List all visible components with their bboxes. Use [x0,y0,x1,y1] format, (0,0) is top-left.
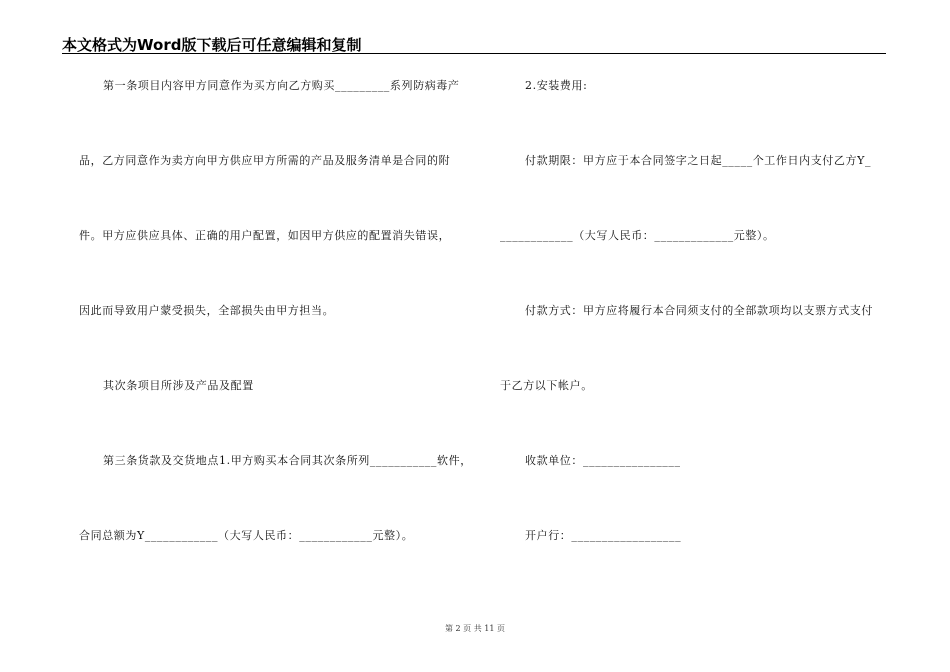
paragraph-line: 第三条货款及交货地点1.甲方购买本合同其次条所列___________软件， [103,454,472,467]
paragraph-line: 付款期限：甲方应于本合同签字之日起_____个工作日内支付乙方Y_ [525,154,872,167]
paragraph-line: 合同总额为Y____________（大写人民币：____________元整）。 [79,529,414,542]
paragraph-line: 其次条项目所涉及产品及配置 [103,379,254,392]
paragraph-line: 品，乙方同意作为卖方向甲方供应甲方所需的产品及服务清单是合同的附 [79,154,451,167]
document-header-title: 本文格式为Word版下载后可任意编辑和复制 [62,36,362,54]
header-divider [62,53,886,54]
paragraph-line: ____________（大写人民币：_____________元整）。 [500,229,775,242]
paragraph-line: 开户行：__________________ [525,529,682,542]
paragraph-line: 于乙方以下帐户。 [500,379,593,392]
paragraph-line: 因此而导致用户蒙受损失，全部损失由甲方担当。 [79,304,335,317]
paragraph-line: 付款方式：甲方应将履行本合同须支付的全部款项均以支票方式支付 [525,304,873,317]
paragraph-line: 件。甲方应供应具体、正确的用户配置，如因甲方供应的配置消失错误， [79,229,451,242]
paragraph-line: 2.安装费用: [525,79,588,92]
paragraph-line: 第一条项目内容甲方同意作为买方向乙方购买_________系列防病毒产 [103,79,460,92]
paragraph-line: 收款单位：________________ [525,454,681,467]
page-number: 第 2 页 共 11 页 [445,624,505,633]
